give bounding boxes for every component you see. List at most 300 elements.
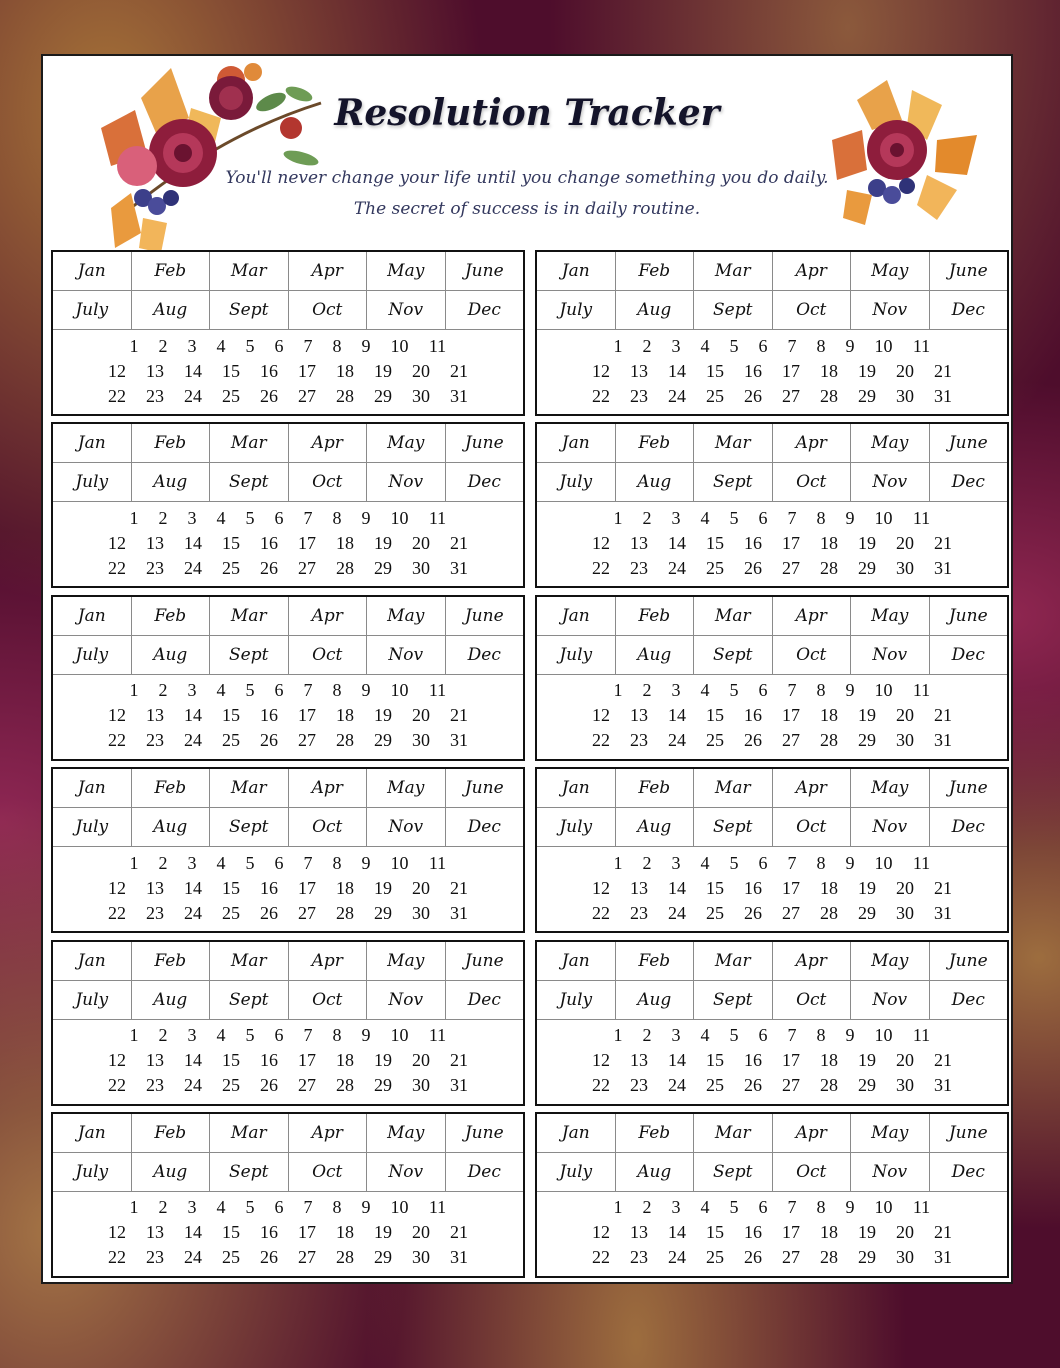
day-number[interactable]: 28 [336, 1247, 354, 1268]
month-cell[interactable]: May [367, 252, 446, 290]
month-cell[interactable]: Oct [773, 808, 852, 846]
day-number[interactable]: 15 [222, 360, 240, 381]
day-number[interactable]: 28 [336, 557, 354, 578]
day-number[interactable]: 6 [758, 1197, 768, 1218]
month-cell[interactable]: Aug [132, 1153, 211, 1191]
day-number[interactable]: 23 [630, 730, 648, 751]
month-cell[interactable]: Dec [467, 472, 501, 493]
day-number[interactable]: 7 [787, 680, 797, 701]
month-cell[interactable]: Sept [210, 463, 289, 501]
day-number[interactable]: 26 [260, 1075, 278, 1096]
day-number[interactable]: 30 [412, 1247, 430, 1268]
day-number[interactable]: 18 [820, 705, 838, 726]
day-number[interactable]: 18 [336, 532, 354, 553]
day-number[interactable]: 19 [858, 360, 876, 381]
day-number[interactable]: 11 [428, 1197, 447, 1218]
day-number[interactable]: 2 [642, 852, 652, 873]
month-cell[interactable]: July [53, 636, 132, 674]
day-number[interactable]: 20 [412, 360, 430, 381]
day-number[interactable]: 12 [592, 1222, 610, 1243]
day-number[interactable]: 18 [820, 1050, 838, 1071]
day-number[interactable]: 21 [934, 1050, 952, 1071]
day-number[interactable]: 7 [303, 680, 313, 701]
day-number[interactable]: 7 [303, 852, 313, 873]
day-number[interactable]: 16 [744, 1222, 762, 1243]
day-number[interactable]: 1 [613, 1025, 623, 1046]
day-number[interactable]: 2 [158, 852, 168, 873]
day-number[interactable]: 30 [896, 902, 914, 923]
day-number[interactable]: 3 [671, 1025, 681, 1046]
day-number[interactable]: 15 [706, 705, 724, 726]
day-number[interactable]: 13 [630, 360, 648, 381]
month-cell[interactable]: Feb [616, 424, 695, 462]
month-cell[interactable]: Oct [773, 463, 852, 501]
day-number[interactable]: 28 [336, 1075, 354, 1096]
month-cell[interactable]: Mar [210, 597, 289, 635]
day-number[interactable]: 9 [361, 852, 371, 873]
day-number[interactable]: 30 [896, 730, 914, 751]
month-cell[interactable]: Mar [694, 252, 773, 290]
day-number[interactable]: 18 [336, 877, 354, 898]
day-number[interactable]: 29 [858, 385, 876, 406]
day-number[interactable]: 8 [332, 335, 342, 356]
day-number[interactable]: 26 [260, 385, 278, 406]
day-number[interactable]: 11 [428, 852, 447, 873]
day-number[interactable]: 26 [744, 557, 762, 578]
month-cell[interactable]: Dec [951, 989, 985, 1010]
month-cell[interactable]: Aug [132, 636, 211, 674]
day-number[interactable]: 1 [129, 335, 139, 356]
day-number[interactable]: 14 [184, 532, 202, 553]
day-number[interactable]: 15 [222, 877, 240, 898]
day-number[interactable]: 21 [450, 1050, 468, 1071]
day-number[interactable]: 8 [332, 1197, 342, 1218]
day-number[interactable]: 1 [613, 335, 623, 356]
day-number[interactable]: 17 [298, 532, 316, 553]
day-number[interactable]: 25 [706, 1075, 724, 1096]
month-cell[interactable]: Dec [467, 1161, 501, 1182]
month-cell[interactable]: July [537, 808, 616, 846]
day-number[interactable]: 28 [820, 1247, 838, 1268]
month-cell[interactable]: Apr [289, 1114, 368, 1152]
day-number[interactable]: 2 [158, 1197, 168, 1218]
day-number[interactable]: 27 [782, 1075, 800, 1096]
day-number[interactable]: 25 [222, 385, 240, 406]
day-number[interactable]: 28 [820, 1075, 838, 1096]
day-number[interactable]: 16 [260, 1222, 278, 1243]
month-cell[interactable]: Mar [210, 424, 289, 462]
month-cell[interactable]: Aug [616, 463, 695, 501]
day-number[interactable]: 4 [216, 852, 226, 873]
month-cell[interactable]: Jan [53, 769, 132, 807]
day-number[interactable]: 5 [245, 1025, 255, 1046]
day-number[interactable]: 23 [630, 385, 648, 406]
day-number[interactable]: 25 [706, 385, 724, 406]
day-number[interactable]: 22 [592, 557, 610, 578]
day-number[interactable]: 27 [782, 902, 800, 923]
day-number[interactable]: 21 [934, 705, 952, 726]
day-number[interactable]: 23 [146, 385, 164, 406]
day-number[interactable]: 11 [912, 507, 931, 528]
day-number[interactable]: 23 [146, 902, 164, 923]
day-number[interactable]: 21 [450, 360, 468, 381]
month-cell[interactable]: Nov [851, 981, 930, 1019]
day-number[interactable]: 26 [744, 730, 762, 751]
day-number[interactable]: 2 [158, 335, 168, 356]
day-number[interactable]: 29 [858, 557, 876, 578]
month-cell[interactable]: July [53, 808, 132, 846]
month-cell[interactable]: Oct [289, 463, 368, 501]
day-number[interactable]: 6 [758, 680, 768, 701]
day-number[interactable]: 23 [630, 1075, 648, 1096]
day-number[interactable]: 21 [450, 877, 468, 898]
day-number[interactable]: 23 [146, 1247, 164, 1268]
day-number[interactable]: 14 [184, 1222, 202, 1243]
day-number[interactable]: 29 [374, 902, 392, 923]
day-number[interactable]: 2 [158, 1025, 168, 1046]
day-number[interactable]: 13 [630, 532, 648, 553]
month-cell[interactable]: June [948, 778, 988, 799]
day-number[interactable]: 28 [820, 902, 838, 923]
month-cell[interactable]: June [948, 950, 988, 971]
day-number[interactable]: 18 [820, 1222, 838, 1243]
day-number[interactable]: 22 [108, 385, 126, 406]
day-number[interactable]: 17 [782, 360, 800, 381]
month-cell[interactable]: Mar [694, 1114, 773, 1152]
day-number[interactable]: 16 [260, 532, 278, 553]
day-number[interactable]: 4 [216, 680, 226, 701]
month-cell[interactable]: Feb [132, 769, 211, 807]
day-number[interactable]: 11 [428, 507, 447, 528]
day-number[interactable]: 2 [642, 680, 652, 701]
day-number[interactable]: 23 [630, 902, 648, 923]
month-cell[interactable]: Dec [951, 817, 985, 838]
day-number[interactable]: 24 [668, 385, 686, 406]
month-cell[interactable]: Oct [289, 636, 368, 674]
day-number[interactable]: 11 [912, 335, 931, 356]
month-cell[interactable]: May [367, 597, 446, 635]
month-cell[interactable]: Sept [210, 291, 289, 329]
day-number[interactable]: 22 [592, 385, 610, 406]
month-cell[interactable]: Oct [289, 981, 368, 1019]
month-cell[interactable]: Jan [53, 252, 132, 290]
day-number[interactable]: 28 [820, 557, 838, 578]
month-cell[interactable]: Jan [53, 424, 132, 462]
day-number[interactable]: 15 [222, 1222, 240, 1243]
day-number[interactable]: 1 [129, 507, 139, 528]
day-number[interactable]: 1 [129, 680, 139, 701]
month-cell[interactable]: Apr [773, 597, 852, 635]
day-number[interactable]: 8 [332, 1025, 342, 1046]
day-number[interactable]: 10 [390, 507, 409, 528]
day-number[interactable]: 16 [744, 705, 762, 726]
day-number[interactable]: 16 [744, 360, 762, 381]
month-cell[interactable]: Apr [773, 769, 852, 807]
day-number[interactable]: 20 [412, 1050, 430, 1071]
day-number[interactable]: 19 [858, 877, 876, 898]
day-number[interactable]: 5 [729, 680, 739, 701]
month-cell[interactable]: Nov [851, 463, 930, 501]
day-number[interactable]: 5 [729, 507, 739, 528]
day-number[interactable]: 17 [298, 1050, 316, 1071]
month-cell[interactable]: June [948, 1122, 988, 1143]
day-number[interactable]: 24 [668, 730, 686, 751]
day-number[interactable]: 2 [642, 1197, 652, 1218]
day-number[interactable]: 3 [187, 1197, 197, 1218]
day-number[interactable]: 5 [729, 852, 739, 873]
day-number[interactable]: 5 [729, 335, 739, 356]
month-cell[interactable]: Feb [132, 424, 211, 462]
day-number[interactable]: 15 [706, 532, 724, 553]
day-number[interactable]: 3 [671, 507, 681, 528]
day-number[interactable]: 18 [820, 532, 838, 553]
day-number[interactable]: 9 [361, 1197, 371, 1218]
day-number[interactable]: 4 [700, 852, 710, 873]
day-number[interactable]: 3 [187, 852, 197, 873]
month-cell[interactable]: July [53, 981, 132, 1019]
month-cell[interactable]: Sept [694, 808, 773, 846]
month-cell[interactable]: Jan [537, 942, 616, 980]
day-number[interactable]: 12 [592, 705, 610, 726]
day-number[interactable]: 25 [222, 557, 240, 578]
day-number[interactable]: 10 [874, 680, 893, 701]
month-cell[interactable]: Feb [616, 1114, 695, 1152]
day-number[interactable]: 22 [108, 1247, 126, 1268]
day-number[interactable]: 15 [222, 1050, 240, 1071]
day-number[interactable]: 20 [896, 705, 914, 726]
day-number[interactable]: 9 [361, 507, 371, 528]
month-cell[interactable]: Nov [367, 291, 446, 329]
day-number[interactable]: 4 [216, 507, 226, 528]
day-number[interactable]: 19 [858, 1222, 876, 1243]
day-number[interactable]: 18 [820, 877, 838, 898]
month-cell[interactable]: Dec [467, 817, 501, 838]
month-cell[interactable]: June [464, 778, 504, 799]
day-number[interactable]: 11 [912, 852, 931, 873]
month-cell[interactable]: Mar [210, 942, 289, 980]
day-number[interactable]: 21 [934, 532, 952, 553]
day-number[interactable]: 14 [184, 1050, 202, 1071]
day-number[interactable]: 10 [874, 852, 893, 873]
day-number[interactable]: 15 [706, 877, 724, 898]
day-number[interactable]: 16 [744, 1050, 762, 1071]
day-number[interactable]: 31 [934, 557, 952, 578]
day-number[interactable]: 27 [298, 1247, 316, 1268]
month-cell[interactable]: July [53, 1153, 132, 1191]
day-number[interactable]: 25 [706, 557, 724, 578]
day-number[interactable]: 25 [222, 730, 240, 751]
day-number[interactable]: 9 [845, 1197, 855, 1218]
month-cell[interactable]: July [537, 636, 616, 674]
month-cell[interactable]: Nov [851, 808, 930, 846]
day-number[interactable]: 28 [820, 730, 838, 751]
day-number[interactable]: 13 [630, 877, 648, 898]
month-cell[interactable]: Sept [694, 463, 773, 501]
day-number[interactable]: 12 [592, 360, 610, 381]
month-cell[interactable]: May [367, 942, 446, 980]
day-number[interactable]: 31 [934, 902, 952, 923]
month-cell[interactable]: Oct [289, 291, 368, 329]
day-number[interactable]: 24 [668, 1247, 686, 1268]
day-number[interactable]: 24 [184, 1247, 202, 1268]
day-number[interactable]: 3 [187, 680, 197, 701]
day-number[interactable]: 12 [108, 877, 126, 898]
day-number[interactable]: 7 [787, 1025, 797, 1046]
month-cell[interactable]: Mar [210, 1114, 289, 1152]
day-number[interactable]: 29 [374, 557, 392, 578]
day-number[interactable]: 30 [412, 385, 430, 406]
day-number[interactable]: 30 [896, 1247, 914, 1268]
month-cell[interactable]: Nov [367, 1153, 446, 1191]
day-number[interactable]: 6 [274, 507, 284, 528]
day-number[interactable]: 4 [700, 335, 710, 356]
day-number[interactable]: 11 [912, 680, 931, 701]
day-number[interactable]: 8 [816, 335, 826, 356]
month-cell[interactable]: Apr [289, 597, 368, 635]
day-number[interactable]: 24 [184, 557, 202, 578]
month-cell[interactable]: June [464, 261, 504, 281]
day-number[interactable]: 18 [820, 360, 838, 381]
day-number[interactable]: 31 [450, 902, 468, 923]
day-number[interactable]: 27 [782, 557, 800, 578]
month-cell[interactable]: May [851, 769, 930, 807]
day-number[interactable]: 9 [361, 680, 371, 701]
day-number[interactable]: 9 [845, 1025, 855, 1046]
day-number[interactable]: 15 [706, 1050, 724, 1071]
day-number[interactable]: 19 [374, 532, 392, 553]
day-number[interactable]: 7 [303, 1025, 313, 1046]
day-number[interactable]: 14 [184, 360, 202, 381]
day-number[interactable]: 3 [671, 680, 681, 701]
day-number[interactable]: 30 [896, 1075, 914, 1096]
day-number[interactable]: 23 [630, 1247, 648, 1268]
month-cell[interactable]: Jan [537, 597, 616, 635]
day-number[interactable]: 17 [782, 1222, 800, 1243]
day-number[interactable]: 14 [668, 1222, 686, 1243]
month-cell[interactable]: Nov [367, 463, 446, 501]
day-number[interactable]: 27 [782, 1247, 800, 1268]
month-cell[interactable]: Nov [367, 636, 446, 674]
month-cell[interactable]: Feb [616, 252, 695, 290]
month-cell[interactable]: Sept [210, 981, 289, 1019]
month-cell[interactable]: Oct [773, 1153, 852, 1191]
day-number[interactable]: 13 [630, 705, 648, 726]
day-number[interactable]: 14 [184, 705, 202, 726]
month-cell[interactable]: Feb [132, 597, 211, 635]
day-number[interactable]: 7 [303, 335, 313, 356]
day-number[interactable]: 31 [934, 1075, 952, 1096]
day-number[interactable]: 4 [216, 335, 226, 356]
month-cell[interactable]: Oct [289, 808, 368, 846]
day-number[interactable]: 16 [260, 1050, 278, 1071]
day-number[interactable]: 13 [630, 1050, 648, 1071]
month-cell[interactable]: Aug [616, 636, 695, 674]
day-number[interactable]: 29 [374, 730, 392, 751]
month-cell[interactable]: June [948, 605, 988, 626]
day-number[interactable]: 14 [668, 877, 686, 898]
day-number[interactable]: 9 [845, 507, 855, 528]
day-number[interactable]: 9 [845, 852, 855, 873]
day-number[interactable]: 12 [108, 705, 126, 726]
day-number[interactable]: 29 [858, 1075, 876, 1096]
day-number[interactable]: 13 [146, 532, 164, 553]
day-number[interactable]: 20 [412, 705, 430, 726]
month-cell[interactable]: Aug [616, 291, 695, 329]
day-number[interactable]: 12 [592, 532, 610, 553]
day-number[interactable]: 9 [361, 1025, 371, 1046]
day-number[interactable]: 17 [782, 1050, 800, 1071]
day-number[interactable]: 22 [108, 730, 126, 751]
month-cell[interactable]: Dec [951, 1161, 985, 1182]
day-number[interactable]: 3 [671, 1197, 681, 1218]
day-number[interactable]: 21 [450, 532, 468, 553]
day-number[interactable]: 13 [146, 360, 164, 381]
month-cell[interactable]: Mar [210, 252, 289, 290]
day-number[interactable]: 15 [222, 532, 240, 553]
day-number[interactable]: 30 [412, 902, 430, 923]
day-number[interactable]: 27 [782, 385, 800, 406]
month-cell[interactable]: Apr [289, 252, 368, 290]
day-number[interactable]: 6 [274, 680, 284, 701]
month-cell[interactable]: Dec [467, 300, 501, 320]
day-number[interactable]: 12 [592, 1050, 610, 1071]
month-cell[interactable]: Apr [773, 1114, 852, 1152]
day-number[interactable]: 6 [758, 335, 768, 356]
month-cell[interactable]: July [537, 981, 616, 1019]
day-number[interactable]: 26 [260, 557, 278, 578]
month-cell[interactable]: Apr [289, 769, 368, 807]
day-number[interactable]: 7 [787, 1197, 797, 1218]
month-cell[interactable]: Mar [694, 424, 773, 462]
month-cell[interactable]: May [851, 424, 930, 462]
day-number[interactable]: 31 [450, 557, 468, 578]
day-number[interactable]: 16 [260, 877, 278, 898]
day-number[interactable]: 15 [222, 705, 240, 726]
day-number[interactable]: 11 [428, 335, 447, 356]
day-number[interactable]: 30 [412, 730, 430, 751]
day-number[interactable]: 17 [782, 532, 800, 553]
month-cell[interactable]: Dec [467, 989, 501, 1010]
day-number[interactable]: 23 [630, 557, 648, 578]
day-number[interactable]: 29 [858, 730, 876, 751]
day-number[interactable]: 5 [729, 1197, 739, 1218]
day-number[interactable]: 12 [108, 1222, 126, 1243]
month-cell[interactable]: Nov [367, 981, 446, 1019]
day-number[interactable]: 23 [146, 730, 164, 751]
day-number[interactable]: 17 [298, 705, 316, 726]
day-number[interactable]: 31 [934, 385, 952, 406]
month-cell[interactable]: June [464, 605, 504, 626]
month-cell[interactable]: Mar [694, 942, 773, 980]
day-number[interactable]: 1 [613, 507, 623, 528]
day-number[interactable]: 22 [592, 730, 610, 751]
day-number[interactable]: 19 [858, 532, 876, 553]
day-number[interactable]: 17 [298, 1222, 316, 1243]
day-number[interactable]: 26 [260, 730, 278, 751]
day-number[interactable]: 4 [700, 1197, 710, 1218]
month-cell[interactable]: May [851, 597, 930, 635]
day-number[interactable]: 16 [744, 532, 762, 553]
day-number[interactable]: 6 [758, 852, 768, 873]
day-number[interactable]: 21 [450, 1222, 468, 1243]
month-cell[interactable]: Apr [773, 252, 852, 290]
month-cell[interactable]: June [948, 261, 988, 281]
month-cell[interactable]: Aug [616, 1153, 695, 1191]
month-cell[interactable]: Feb [616, 769, 695, 807]
month-cell[interactable]: May [367, 424, 446, 462]
month-cell[interactable]: Dec [467, 644, 501, 665]
day-number[interactable]: 15 [706, 1222, 724, 1243]
